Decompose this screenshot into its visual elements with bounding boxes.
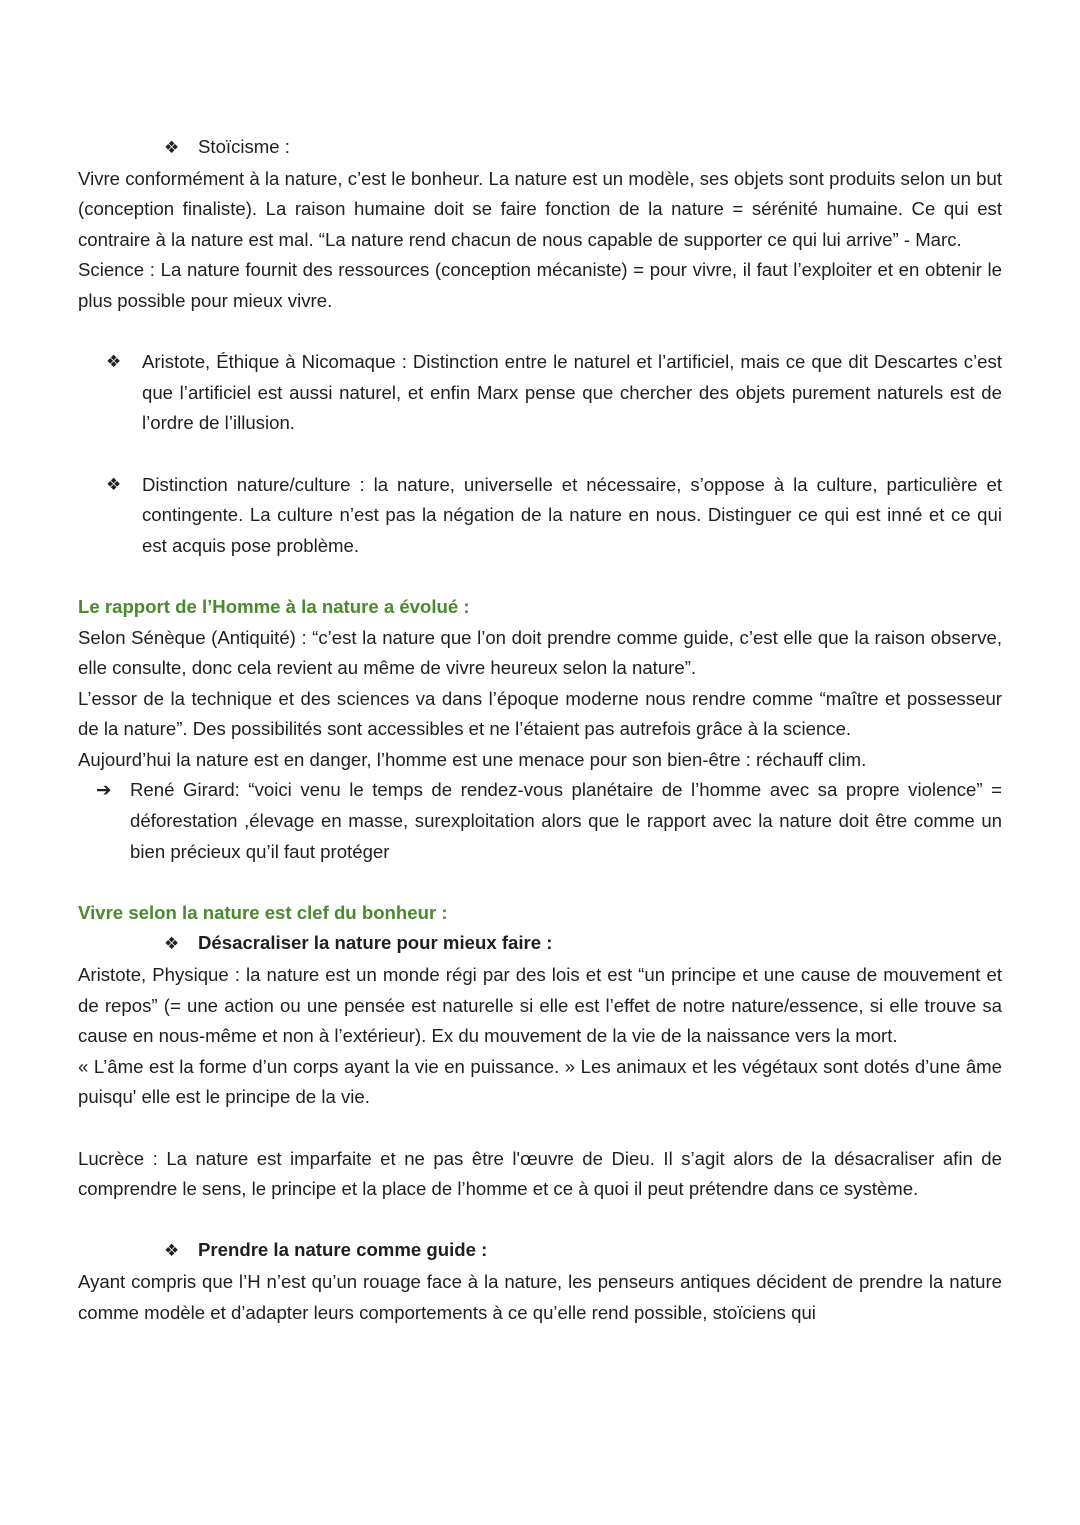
distinction-bullet xyxy=(78,470,1002,562)
seneque-paragraph: Selon Sénèque (Antiquité) : “c’est la nature que l’on doit prendre comme guide, c’est elle que la raison observe, elle consulte, donc cela revient au même de vivre heureux selon la nature”. xyxy=(78,626,1002,679)
stoicisme-heading-text: Stoïcisme : xyxy=(198,136,290,157)
technique-paragraph: L’essor de la technique et des sciences va dans l’époque moderne nous rendre comme “maître et possesseur de la nature”. Des possibilités sont accessibles et ne l’étaient pas autrefois grâce à la science. xyxy=(78,687,1002,740)
ame-paragraph: « L’âme est la forme d’un corps ayant la vie en puissance. » Les animaux et les végétaux sont dotés d’une âme puisqu' elle est le principe de la vie. xyxy=(78,1055,1002,1108)
danger-paragraph: Aujourd’hui la nature est en danger, l’homme est une menace pour son bien-être : réchauff clim. xyxy=(78,748,867,770)
diamond-bullet-icon: ❖ xyxy=(106,352,122,373)
guide-subheading xyxy=(78,1235,1002,1267)
arrow-bullet-icon: ➔ xyxy=(96,779,112,801)
distinction-bullet-text: Distinction nature/culture : la nature, universelle et nécessaire, s’oppose à la culture, particulière et contingente. La culture n’est pas la négation de la nature en nous. Distinguer ce qui est inné et ce qui est acquis pose problème. xyxy=(142,473,1002,556)
desacraliser-subheading-text: Désacraliser la nature pour mieux faire : xyxy=(198,932,553,954)
desacraliser-subheading xyxy=(78,928,1002,960)
diamond-bullet-icon: ❖ xyxy=(164,138,180,158)
vivre-heading: Vivre selon la nature est clef du bonheur : xyxy=(78,901,448,923)
diamond-bullet-icon: ❖ xyxy=(164,1241,180,1262)
stoicisme-heading xyxy=(78,132,1002,164)
girard-arrow-text: René Girard: “voici venu le temps de rendez-vous planétaire de l’homme avec sa propre violence” = déforestation ,élevage en masse, surexploitation alors que le rapport avec la nature doit être comme un bien précieux qu’il faut protéger xyxy=(130,779,1002,862)
aristote-bullet-text: Aristote, Éthique à Nicomaque : Distinction entre le naturel et l’artificiel, mais ce que dit Descartes c’est que l’artificiel est aussi naturel, et enfin Marx pense que chercher des objets purement naturels est de l’ordre de l’illusion. xyxy=(142,351,1002,434)
stoicisme-paragraph: Vivre conformément à la nature, c’est le bonheur. La nature est un modèle, ses objets sont produits selon un but (conception finaliste). La raison humaine doit se faire fonction de la nature = sérénité humaine. Ce qui est contraire à la nature est mal. “La nature rend chacun de nous capable de supporter ce qui lui arrive” - Marc. xyxy=(78,167,1002,250)
diamond-bullet-icon: ❖ xyxy=(106,474,122,495)
physique-paragraph: Aristote, Physique : la nature est un monde régi par des lois et est “un principe et une cause de mouvement et de repos” (= une action ou une pensée est naturelle si elle est l’effet de notre nature/essence, si elle trouve sa cause en nous-même et non à l’extérieur). Ex du mouvement de la vie de la naissance vers la mort. xyxy=(78,964,1002,1047)
rouage-paragraph: Ayant compris que l’H n’est qu’un rouage face à la nature, les penseurs antiques décident de prendre la nature comme modèle et d’adapter leurs comportements à ce qu’elle rend possible, stoïciens qui xyxy=(78,1270,1002,1323)
lucrece-paragraph: Lucrèce : La nature est imparfaite et ne pas être l'œuvre de Dieu. Il s’agit alors de la désacraliser afin de comprendre le sens, le principe et la place de l’homme et ce à quoi il peut prétendre dans ce système. xyxy=(78,1147,1002,1200)
science-paragraph: Science : La nature fournit des ressources (conception mécaniste) = pour vivre, il faut l’exploiter et en obtenir le plus possible pour mieux vivre. xyxy=(78,259,1002,311)
rapport-heading: Le rapport de l’Homme à la nature a évolué : xyxy=(78,595,470,617)
diamond-bullet-icon: ❖ xyxy=(164,934,180,955)
guide-subheading-text: Prendre la nature comme guide : xyxy=(198,1239,488,1261)
aristote-bullet xyxy=(78,347,1002,439)
girard-arrow-item xyxy=(78,775,1002,867)
